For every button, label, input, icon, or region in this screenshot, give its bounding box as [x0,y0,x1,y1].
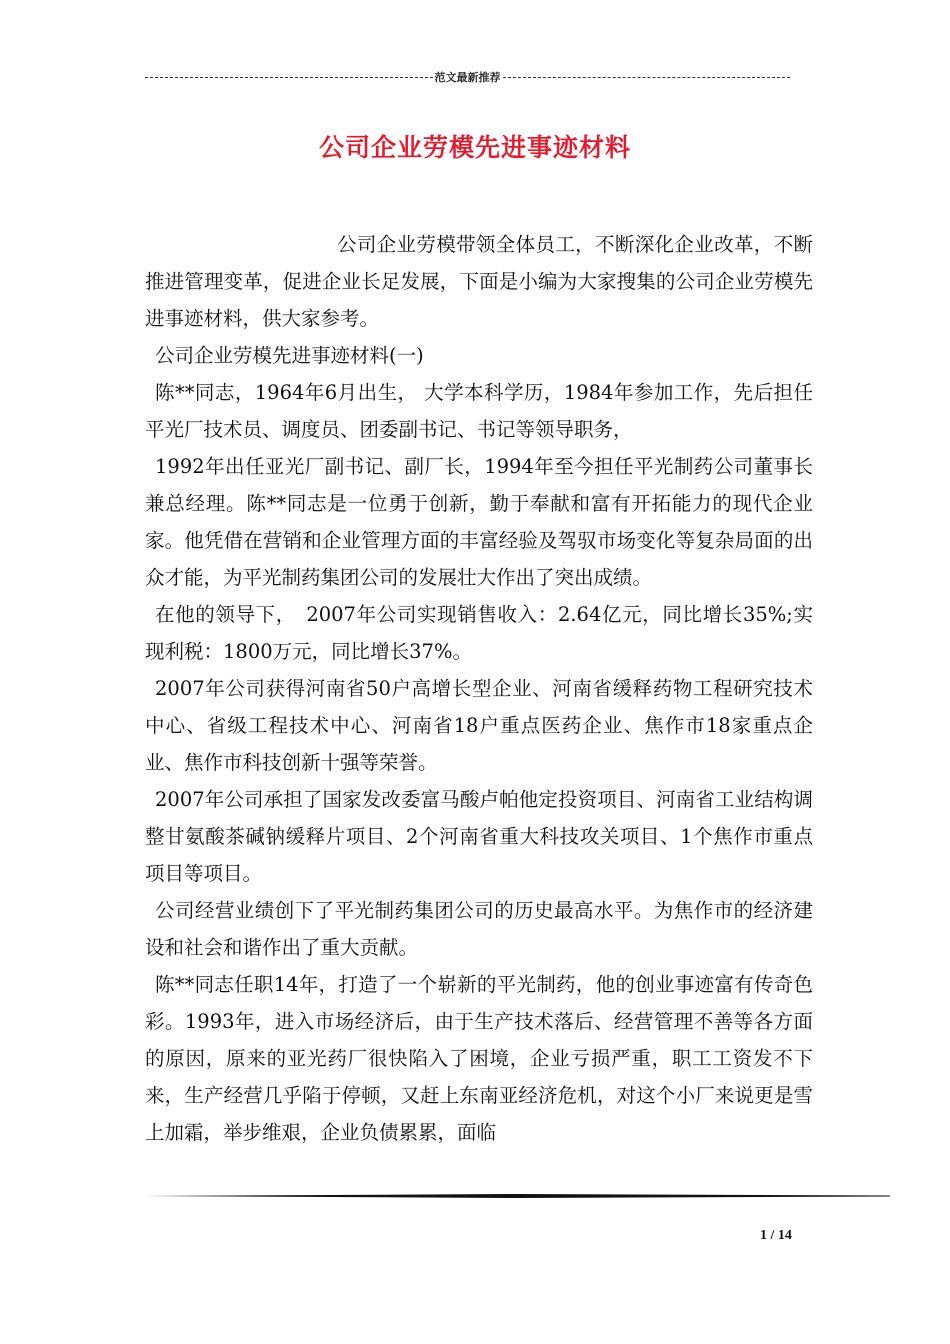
body-paragraph: 1992年出任亚光厂副书记、副厂长，1994年至今担任平光制药公司董事长兼总经理。陈**同志是一位勇于创新，勤于奉献和富有开拓能力的现代企业家。他凭借在营销和企业管理方面的丰富经验及驾驭市场变化等复杂局面的出众才能，为平光制药集团公司的发展壮大作出了突出成绩。 [145,455,813,589]
header-dash-right [503,77,791,78]
section-heading: 公司企业劳模先进事迹材料(一) [155,344,424,367]
page-header [145,68,790,86]
body-paragraph: 陈**同志任职14年，打造了一个崭新的平光制药，他的创业事迹富有传奇色彩。1993年，进入市场经济后，由于生产技术落后、经营管理不善等各方面的原因，原来的亚光药厂很快陷入了困境，企业亏损严重，职工工资发不下来，生产经营几乎陷于停顿，又赶上东南亚经济危机，对这个小厂来说更是雪上加霜，举步维艰，企业负债累累，面临 [145,973,813,1144]
body-paragraph: 2007年公司承担了国家发改委富马酸卢帕他定投资项目、河南省工业结构调整甘氨酸茶碱钠缓释片项目、2个河南省重大科技攻关项目、1个焦作市重点项目等项目。 [145,788,813,885]
intro-paragraph: 公司企业劳模带领全体员工，不断深化企业改革，不断推进管理变革，促进企业长足发展，下面是小编为大家搜集的公司企业劳模先进事迹材料，供大家参考。 [145,233,813,330]
body-paragraph: 在他的领导下， 2007年公司实现销售收入：2.64亿元，同比增长35%;实现利税：1800万元，同比增长37%。 [145,603,813,663]
header-label: 范文最新推荐 [434,71,501,84]
body-paragraph: 公司经营业绩创下了平光制药集团公司的历史最高水平。为焦作市的经济建设和社会和谐作出了重大贡献。 [145,899,813,959]
header-dash-left [145,77,433,78]
body-paragraph: 陈**同志，1964年6月出生， 大学本科学历，1984年参加工作，先后担任平光厂技术员、调度员、团委副书记、书记等领导职务， [145,381,813,441]
footer-divider [145,1194,890,1198]
document-title: 公司企业劳模先进事迹材料 [318,133,631,162]
document-body [145,226,813,1151]
page-number: 1 / 14 [760,1228,792,1243]
body-paragraph: 2007年公司获得河南省50户高增长型企业、河南省缓释药物工程研究技术中心、省级工程技术中心、河南省18户重点医药企业、焦作市18家重点企业、焦作市科技创新十强等荣誉。 [145,677,813,774]
